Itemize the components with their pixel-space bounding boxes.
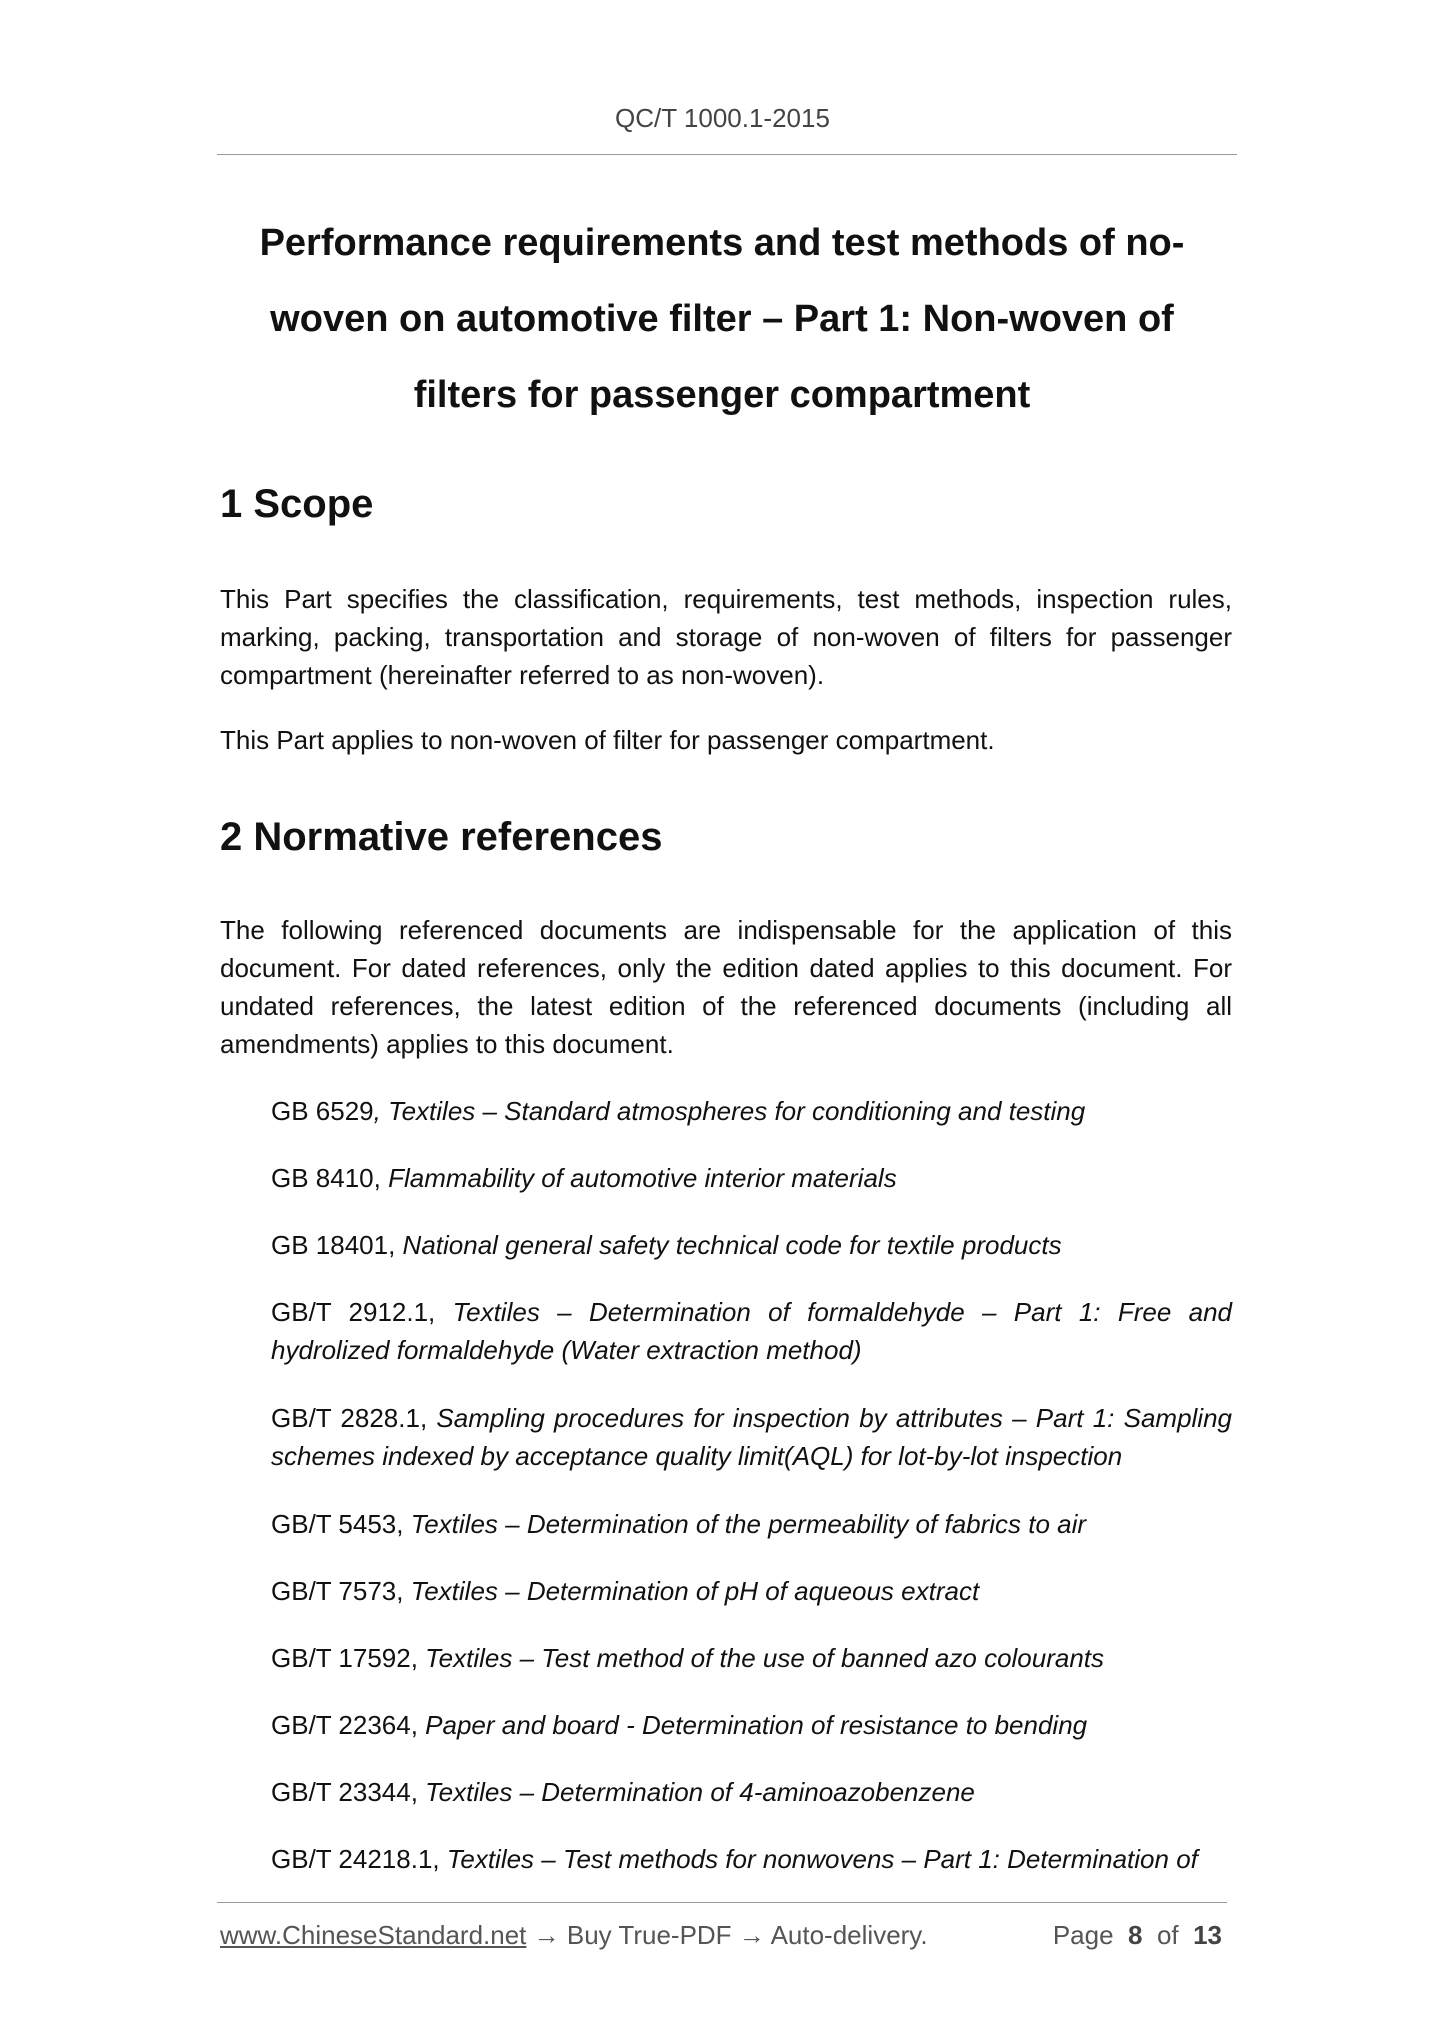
footer-divider xyxy=(217,1902,1227,1903)
page-footer xyxy=(220,1920,1230,1951)
reference-title: Textiles – Determination of pH of aqueous extract xyxy=(410,1576,980,1606)
page-of-label: of xyxy=(1156,1920,1179,1950)
reference-title: Textiles – Test method of the use of banned azo colourants xyxy=(425,1643,1105,1673)
reference-code: GB 18401, xyxy=(271,1230,403,1260)
reference-item xyxy=(271,1293,1232,1369)
scope-paragraph-1: This Part specifies the classification, requirements, test methods, inspection rules, marking, packing, transportation and storage of non-woven of filters for passenger compartment (hereinafter referred to as non-woven). xyxy=(220,584,1232,690)
title-line-1: Performance requirements and test methods of no- xyxy=(259,222,1185,264)
document-code-header: QC/T 1000.1-2015 xyxy=(615,103,830,133)
reference-title: National general safety technical code for textile products xyxy=(402,1230,1062,1260)
normative-references-paragraph: The following referenced documents are indispensable for the application of this document. For dated references, only the edition dated applies to this document. For undated references, the latest edition of the referenced documents (including all amendments) applies to this document. xyxy=(220,915,1232,1059)
reference-code: GB/T 7573, xyxy=(271,1576,411,1606)
reference-code: GB/T 24218.1, xyxy=(271,1844,447,1874)
reference-item xyxy=(271,1840,1232,1878)
reference-title: Sampling procedures for inspection by attributes – Part 1: Sampling schemes indexed by acceptance quality limit(AQL) for lot-by-lot inspection xyxy=(271,1403,1232,1471)
reference-code: GB/T 2912.1, xyxy=(271,1297,453,1327)
reference-code: GB 8410, xyxy=(271,1163,389,1193)
reference-item xyxy=(271,1639,1232,1677)
reference-item xyxy=(271,1226,1232,1264)
reference-title: Textiles – Test methods for nonwovens – Part 1: Determination of xyxy=(446,1844,1198,1874)
section-heading-scope: 1 Scope xyxy=(220,482,374,526)
reference-title: Paper and board - Determination of resistance to bending xyxy=(425,1710,1088,1740)
reference-code: GB/T 22364, xyxy=(271,1710,426,1740)
title-line-2: woven on automotive filter – Part 1: Non-woven of xyxy=(270,298,1174,340)
page-total: 13 xyxy=(1193,1920,1222,1950)
reference-item xyxy=(271,1706,1232,1744)
reference-item xyxy=(271,1092,1232,1130)
page-label: Page xyxy=(1052,1920,1114,1950)
reference-title: Textiles – Determination of formaldehyde – Part 1: Free and hydrolized formaldehyde (Water extraction method) xyxy=(271,1297,1232,1365)
footer-tagline: → Buy True-PDF → Auto-delivery. xyxy=(526,1920,928,1950)
website-link[interactable]: www.ChineseStandard.net xyxy=(220,1920,527,1950)
title-line-3: filters for passenger compartment xyxy=(413,374,1031,416)
document-title xyxy=(217,205,1227,433)
reference-code: GB/T 23344, xyxy=(271,1777,426,1807)
scope-paragraph-2: This Part applies to non-woven of filter for passenger compartment. xyxy=(220,725,995,755)
reference-code: GB 6529 xyxy=(271,1096,374,1126)
reference-item xyxy=(271,1505,1232,1543)
reference-code: GB/T 2828.1, xyxy=(271,1403,437,1433)
reference-title: Textiles – Determination of 4-aminoazobenzene xyxy=(425,1777,975,1807)
reference-item xyxy=(271,1773,1232,1811)
reference-code: GB/T 17592, xyxy=(271,1643,426,1673)
reference-title: Flammability of automotive interior materials xyxy=(388,1163,897,1193)
section-heading-normative-references: 2 Normative references xyxy=(220,815,663,859)
reference-item xyxy=(271,1159,1232,1197)
page-number xyxy=(1053,1920,1222,1951)
header-divider xyxy=(217,154,1237,155)
reference-item xyxy=(271,1399,1232,1475)
reference-title: , Textiles – Standard atmospheres for conditioning and testing xyxy=(373,1096,1086,1126)
reference-item xyxy=(271,1572,1232,1610)
reference-title: Textiles – Determination of the permeability of fabrics to air xyxy=(410,1509,1087,1539)
reference-code: GB/T 5453, xyxy=(271,1509,411,1539)
page-current: 8 xyxy=(1128,1920,1143,1950)
